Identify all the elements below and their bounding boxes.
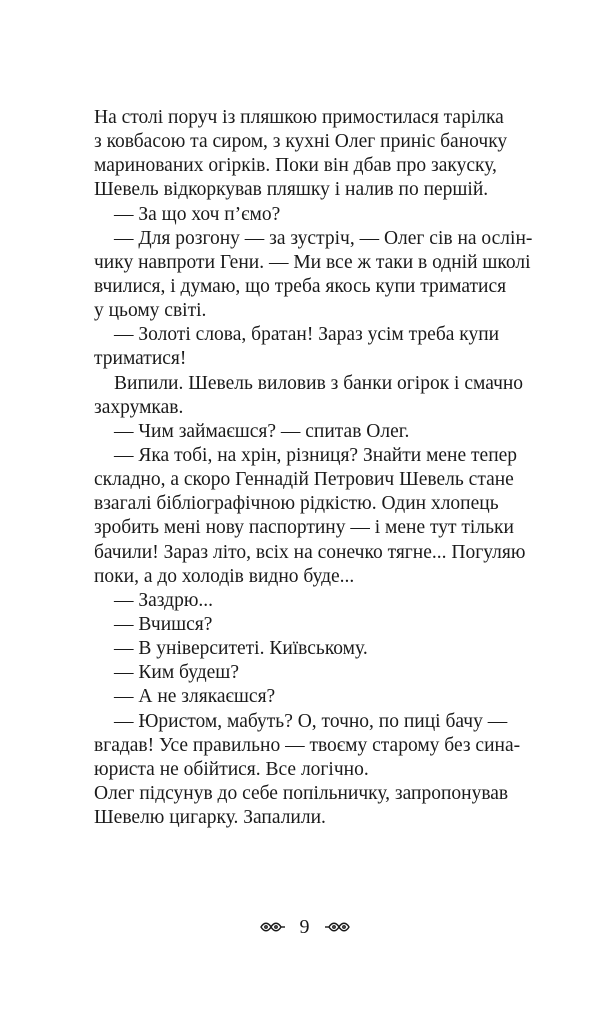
text-line: — Юристом, мабуть? О, точно, по пиці бачу —	[114, 710, 508, 732]
text-line: Олег підсунув до себе попільничку, запропонував	[94, 782, 509, 804]
text-line: поки, а до холодів видно буде...	[94, 565, 355, 587]
page-number: 9	[299, 916, 310, 938]
text-line: На столі поруч із пляшкою примостилася тарілка	[94, 107, 504, 128]
knot-ornament-icon	[260, 920, 286, 934]
text-line: Випили. Шевель виловив з банки огірок і смачно	[114, 372, 524, 394]
text-line: бачили! Зараз літо, всіх на сонечко тягне... Погуляю	[94, 541, 526, 563]
text-line: — Для розгону — за зустріч, — Олег сів на ослін-	[114, 227, 533, 249]
text-line: Шевель відкоркував пляшку і налив по першій.	[94, 179, 489, 201]
knot-ornament-icon	[324, 920, 350, 934]
text-line: складно, а скоро Геннадій Петрович Шевель стане	[94, 469, 514, 491]
body-text	[94, 106, 533, 830]
text-line: з ковбасою та сиром, з кухні Олег приніс баночку	[94, 131, 508, 153]
text-line: — Заздрю...	[114, 589, 214, 611]
text-line: захрумкав.	[94, 396, 184, 418]
text-line: — Чим займаєшся? — спитав Олег.	[114, 420, 410, 442]
text-line: маринованих огірків. Поки він дбав про закуску,	[94, 155, 497, 177]
page-footer	[0, 912, 609, 942]
text-line: — За що хоч п’ємо?	[114, 203, 281, 225]
text-line: взагалі бібліографічною рідкістю. Один хлопець	[94, 493, 499, 515]
text-line: — В університеті. Київському.	[114, 638, 368, 660]
text-line: — Золоті слова, братан! Зараз усім треба купи	[114, 324, 500, 346]
text-line: у цьому світі.	[94, 300, 207, 322]
text-line: вгадав! Усе правильно — твоєму старому без сина-	[94, 734, 521, 756]
text-line: чику навпроти Гени. — Ми все ж таки в одній школі	[94, 251, 531, 273]
text-line: — Вчишся?	[114, 613, 213, 635]
text-line: — Яка тобі, на хрін, різниця? Знайти мене тепер	[114, 444, 518, 466]
text-line: зробить мені нову паспортину — і мене тут тільки	[94, 517, 514, 539]
text-line: юриста не обійтися. Все логічно.	[94, 758, 369, 780]
text-line: триматися!	[94, 348, 187, 370]
text-line: — А не злякаєшся?	[114, 686, 276, 708]
text-line: — Ким будеш?	[114, 662, 239, 684]
text-line: Шевелю цигарку. Запалили.	[94, 807, 326, 829]
text-line: вчилися, і думаю, що треба якось купи триматися	[94, 275, 507, 297]
